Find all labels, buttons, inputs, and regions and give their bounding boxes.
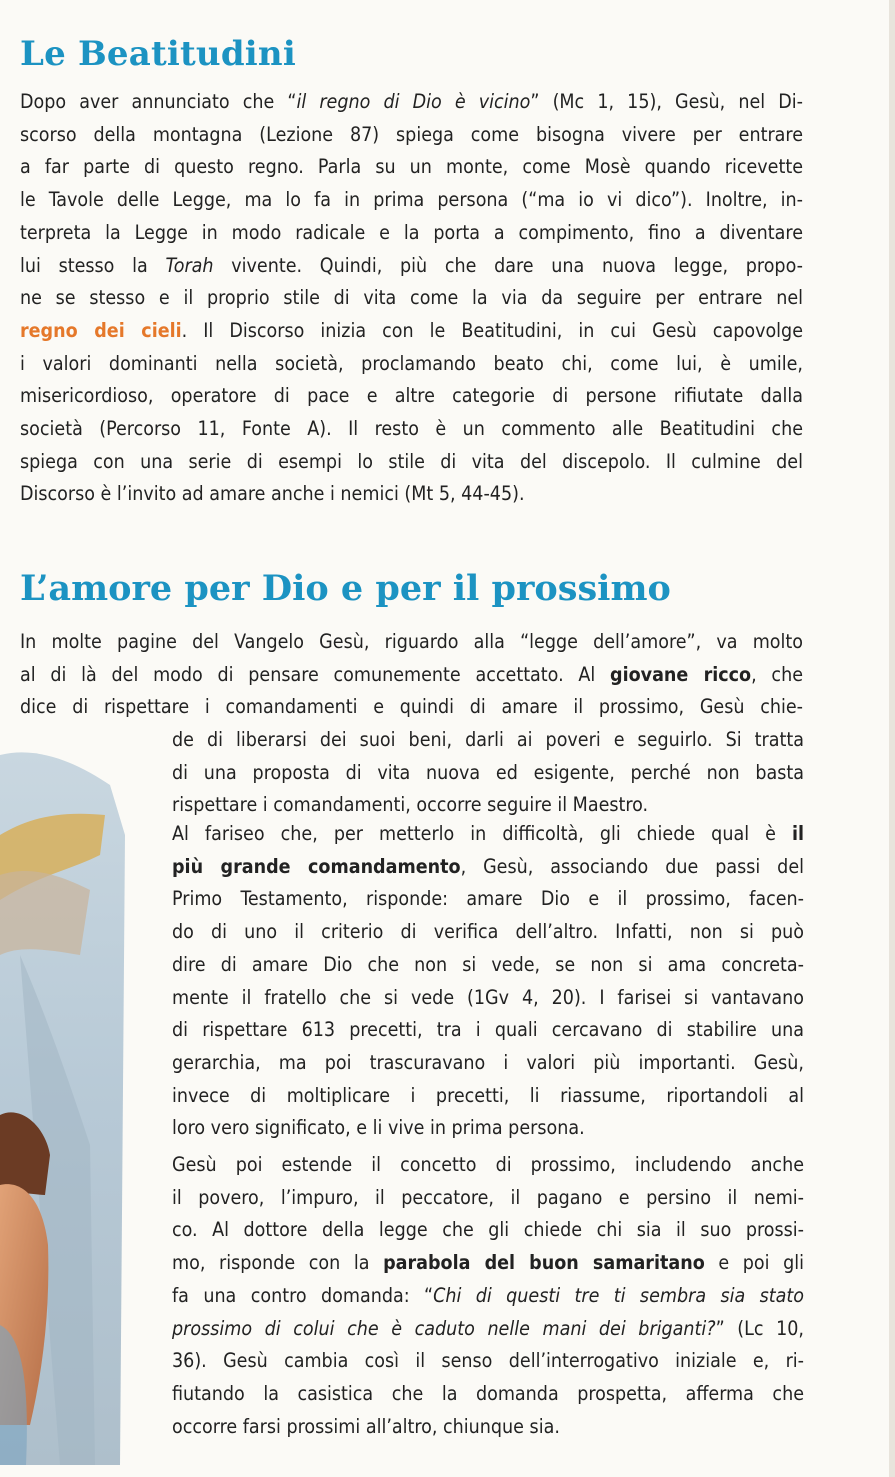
text-line: a far parte di questo regno. Parla su un monte, come Mosè quando ricevette bbox=[20, 155, 803, 179]
text-line: le Tavole delle Legge, ma lo fa in prima persona (“ma io vi dico”). Inoltre, in- bbox=[20, 188, 803, 212]
paragraph-giovane-ricco bbox=[172, 724, 804, 822]
paragraph-grande-comandamento bbox=[172, 818, 804, 1145]
text-line: 36). Gesù cambia così il senso dell’interrogativo iniziale e, ri- bbox=[172, 1349, 804, 1373]
text-line: Primo Testamento, risponde: amare Dio e il prossimo, facen- bbox=[172, 887, 804, 911]
paragraph-beatitudini bbox=[20, 86, 803, 511]
text-line: regno dei cieli. Il Discorso inizia con le Beatitudini, in cui Gesù capovolge bbox=[20, 318, 803, 342]
text-line: gerarchia, ma poi trascuravano i valori più importanti. Gesù, bbox=[172, 1050, 804, 1074]
section-title-beatitudini: Le Beatitudini bbox=[20, 34, 296, 74]
text-line: Al fariseo che, per metterlo in difficoltà, gli chiede qual è il bbox=[172, 822, 804, 845]
page-edge bbox=[889, 0, 895, 1477]
text-line: il povero, l’impuro, il peccatore, il pagano e persino il nemi- bbox=[172, 1185, 804, 1209]
text-line: lui stesso la Torah vivente. Quindi, più che dare una nuova legge, propo- bbox=[20, 253, 803, 277]
text-line: misericordioso, operatore di pace e altre categorie di persone rifiutate dalla bbox=[20, 384, 803, 408]
text-line: de di liberarsi dei suoi beni, darli ai poveri e seguirlo. Si tratta bbox=[172, 728, 804, 751]
text-line: loro vero significato, e li vive in prima persona. bbox=[172, 1116, 585, 1140]
text-line: più grande comandamento, Gesù, associando due passi del bbox=[172, 854, 804, 878]
text-line: di una proposta di vita nuova ed esigente, perché non basta bbox=[172, 760, 804, 784]
text-line: Discorso è l’invito ad amare anche i nemici (Mt 5, 44-45). bbox=[20, 482, 525, 506]
text-line: In molte pagine del Vangelo Gesù, riguardo alla “legge dell’amore”, va molto bbox=[20, 630, 803, 653]
text-line: do di uno il criterio di verifica dell’altro. Infatti, non si può bbox=[172, 920, 804, 944]
text-line: scorso della montagna (Lezione 87) spiega come bisogna vivere per entrare bbox=[20, 122, 803, 146]
text-line: rispettare i comandamenti, occorre seguire il Maestro. bbox=[172, 793, 649, 817]
text-line: al di là del modo di pensare comunemente accettato. Al giovane ricco, che bbox=[20, 662, 803, 686]
paragraph-buon-samaritano bbox=[172, 1149, 804, 1443]
text-line: società (Percorso 11, Fonte A). Il resto è un commento alle Beatitudini che bbox=[20, 417, 803, 441]
text-line: terpreta la Legge in modo radicale e la porta a compimento, fino a diventare bbox=[20, 220, 803, 244]
paragraph-amore-intro bbox=[20, 626, 803, 724]
text-line: mente il fratello che si vede (1Gv 4, 20). I farisei si vantavano bbox=[172, 985, 804, 1009]
text-line: occorre farsi prossimi all’altro, chiunque sia. bbox=[172, 1414, 560, 1438]
text-line: Gesù poi estende il concetto di prossimo, includendo anche bbox=[172, 1153, 804, 1176]
text-line: Dopo aver annunciato che “il regno di Dio è vicino” (Mc 1, 15), Gesù, nel Di- bbox=[20, 90, 803, 113]
text-line: mo, risponde con la parabola del buon samaritano e poi gli bbox=[172, 1251, 804, 1275]
text-line: co. Al dottore della legge che gli chiede chi sia il suo prossi- bbox=[172, 1218, 804, 1242]
text-line: di rispettare 613 precetti, tra i quali cercavano di stabilire una bbox=[172, 1018, 804, 1042]
text-line: dice di rispettare i comandamenti e quindi di amare il prossimo, Gesù chie- bbox=[20, 695, 803, 719]
section-title-amore: L’amore per Dio e per il prossimo bbox=[20, 568, 671, 609]
painting-illustration bbox=[0, 725, 160, 1465]
text-line: ne se stesso e il proprio stile di vita come la via da seguire per entrare nel bbox=[20, 286, 803, 310]
text-line: prossimo di colui che è caduto nelle mani dei briganti?” (Lc 10, bbox=[172, 1316, 805, 1340]
text-line: invece di moltiplicare i precetti, li riassume, riportandoli al bbox=[172, 1083, 804, 1107]
text-line: fa una contro domanda: “Chi di questi tre ti sembra sia stato bbox=[172, 1283, 804, 1307]
text-line: i valori dominanti nella società, proclamando beato chi, come lui, è umile, bbox=[20, 351, 803, 375]
text-line: fiutando la casistica che la domanda prospetta, afferma che bbox=[172, 1381, 804, 1405]
text-line: spiega con una serie di esempi lo stile di vita del discepolo. Il culmine del bbox=[20, 449, 803, 473]
text-line: dire di amare Dio che non si vede, se non si ama concreta- bbox=[172, 952, 804, 976]
